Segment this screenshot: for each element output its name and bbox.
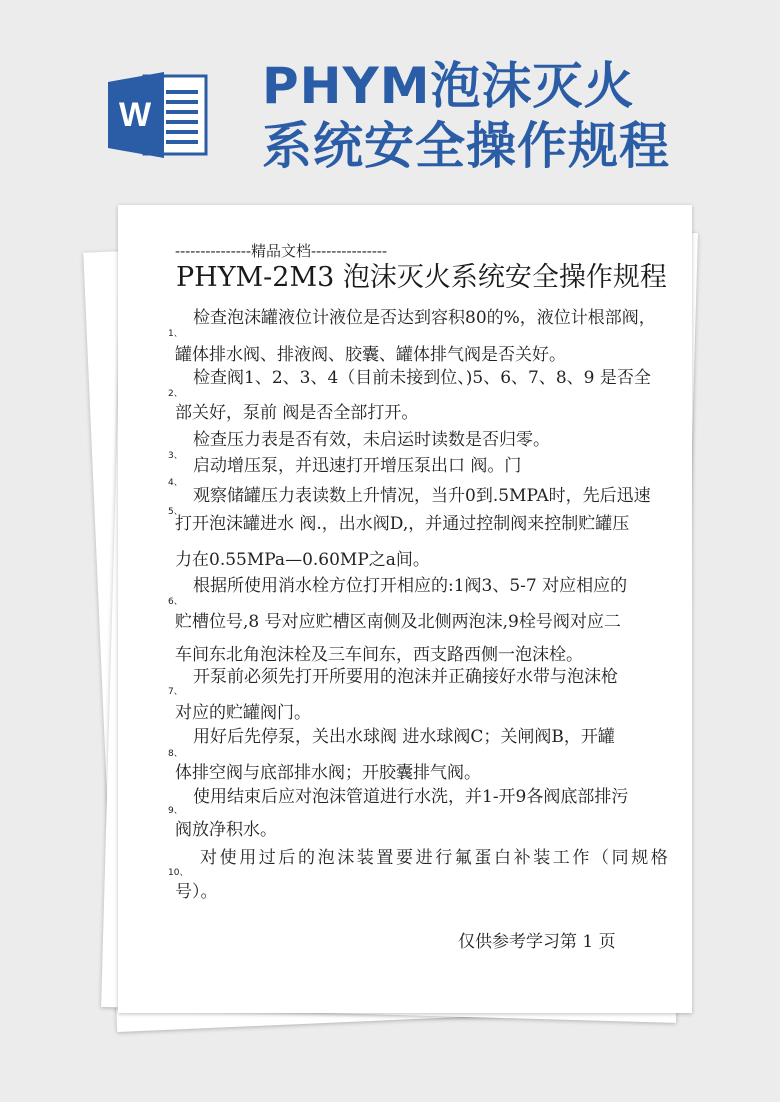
item-text-line: 贮槽位号,8 号对应贮槽区南侧及北侧两泡沫,9栓号阀对应二 [175,612,621,632]
item-text-line: 力在0.55MPa—0.60MP之a间。 [175,550,430,570]
item-text-line: 根据所使用消水栓方位打开相应的:1阀3、5-7 对应相应的 [193,576,628,596]
item-text-line: 部关好，泵前 阀是否全部打开。 [175,403,419,423]
item-number: 4、 [168,478,183,488]
item-number: 5、 [168,507,183,517]
item-text-line: 检查压力表是否有效，未启运时读数是否归零。 [193,430,550,450]
item-number: 2、 [168,389,183,399]
item-text-line: 用好后先停泵，关出水球阀 进水球阀C；关闸阀B，开罐 [193,727,615,747]
item-text-line: 阀放净积水。 [175,820,277,840]
item-number: 8、 [168,749,183,759]
item-text-line: 观察储罐压力表读数上升情况，当升0到.5MPA时，先后迅速 [193,486,651,506]
item-text-line: 启动增压泵，并迅速打开增压泵出口 阀。门 [193,456,522,476]
doc-title: PHYM-2M3 泡沫灭火系统安全操作规程 [176,262,667,293]
item-number: 6、 [168,597,183,607]
item-text-line: 车间东北角泡沫栓及三车间东，西支路西侧一泡沫栓。 [175,645,583,665]
item-text-line: 打开泡沫罐进水 阀.，出水阀D,，并通过控制阀来控制贮罐压 [175,514,630,534]
doc-header: ---------------精品文档--------------- [175,242,388,260]
item-text-line: 开泵前必须先打开所要用的泡沫并正确接好水带与泡沫枪 [193,667,618,687]
item-text-line: 检查泡沫罐液位计液位是否达到容积80的%，液位计根部阀， [193,308,656,328]
page-footer: 仅供参考学习第 1 页 [458,932,616,952]
item-text-line: 罐体排水阀、排液阀、胶囊、罐体排气阀是否关好。 [175,345,566,365]
item-text-line: 对应的贮罐阀门。 [175,703,311,723]
banner-title-line2: 系统安全操作规程 [262,117,670,175]
item-text-line: 对使用过后的泡沫装置要进行氟蛋白补装工作（同规格 [200,848,671,868]
item-number: 1、 [168,329,183,339]
item-text-line: 检查阀1、2、3、4（目前未接到位、)5、6、7、8、9 是否全 [193,368,651,388]
banner-title [262,56,670,176]
item-text-line: 使用结束后应对泡沫管道进行水洗，并1-开9各阀底部排污 [193,787,629,807]
item-number: 10、 [168,868,189,878]
word-document-icon [108,70,208,160]
svg-text:W: W [118,96,152,134]
item-text-line: 体排空阀与底部排水阀；开胶囊排气阀。 [175,763,481,783]
item-number: 9、 [168,806,183,816]
item-number: 3、 [168,451,183,461]
item-text-line: 号）。 [175,882,218,902]
item-number: 7、 [168,687,183,697]
banner-title-line1: PHYM泡沫灭火 [262,57,635,115]
